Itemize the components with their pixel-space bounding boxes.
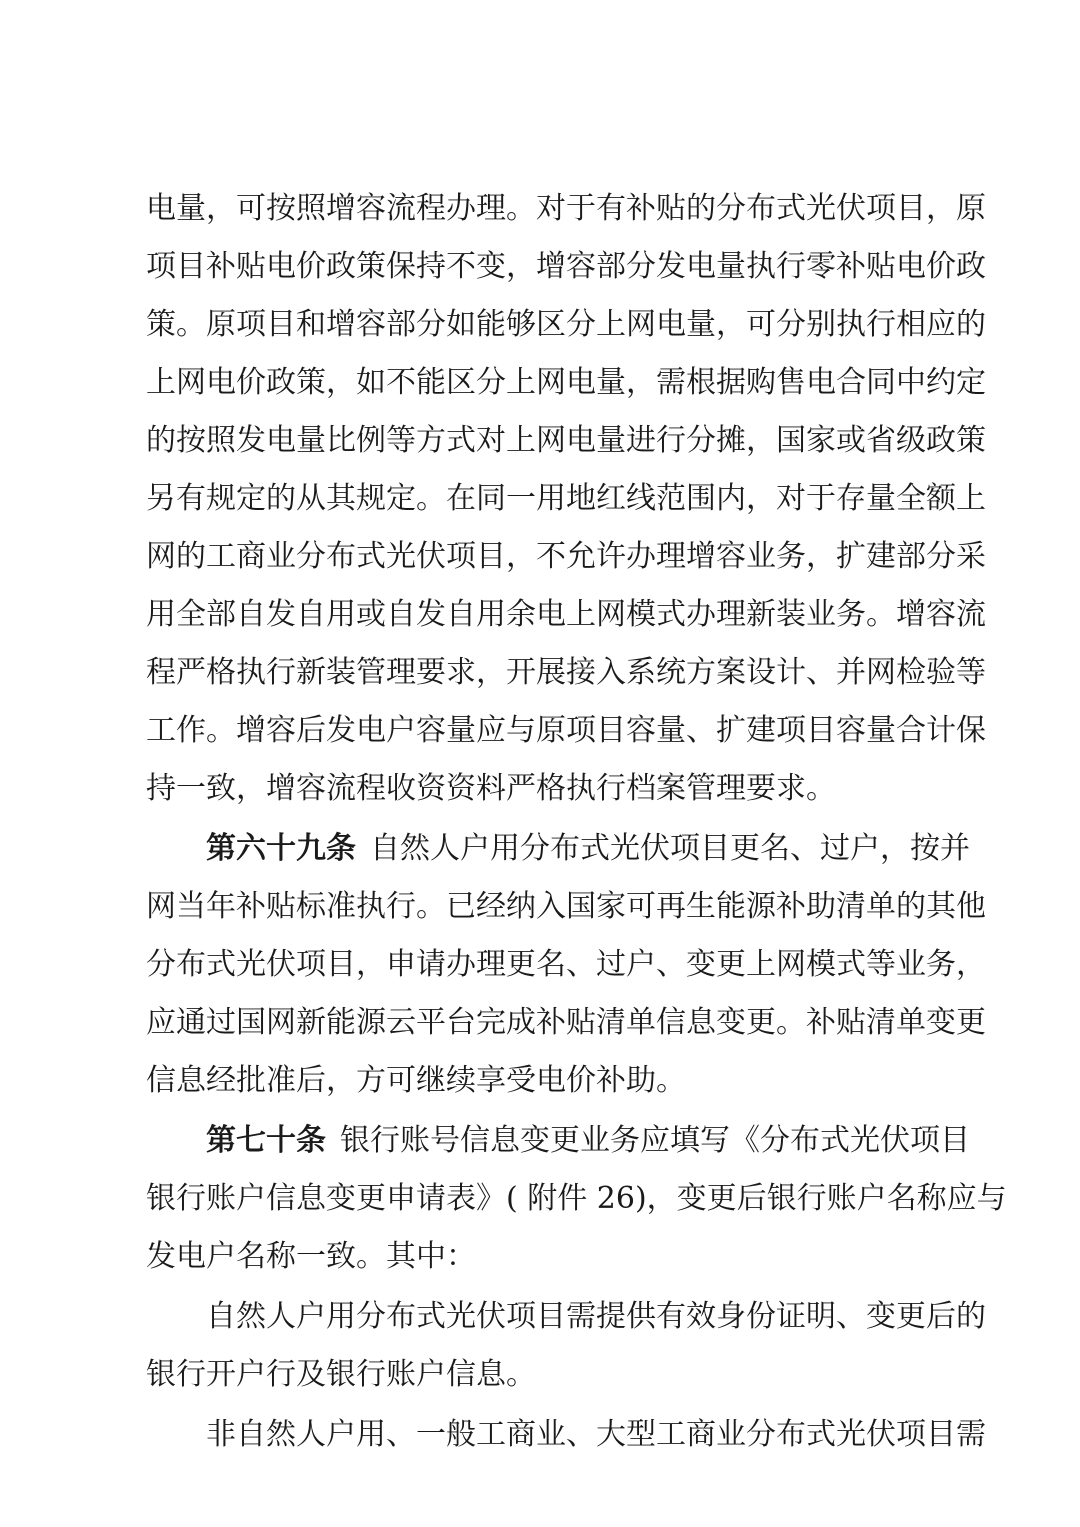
body-line-4: 上网电价政策，如不能区分上网电量，需根据购售电合同中约定 bbox=[146, 365, 986, 400]
body-line-9: 程严格执行新装管理要求，开展接入系统方案设计、并网检验等 bbox=[146, 655, 986, 690]
body-line-10: 工作。增容后发电户容量应与原项目容量、扩建项目容量合计保 bbox=[146, 713, 986, 748]
article-69-line-2: 网当年补贴标准执行。已经纳入国家可再生能源补助清单的其他 bbox=[146, 889, 986, 924]
article-69-heading: 第六十九条 bbox=[206, 831, 356, 866]
body-line-7: 网的工商业分布式光伏项目，不允许办理增容业务，扩建部分采 bbox=[146, 539, 986, 574]
body-line-3: 策。原项目和增容部分如能够区分上网电量，可分别执行相应的 bbox=[146, 307, 986, 342]
body-line-6: 另有规定的从其规定。在同一用地红线范围内，对于存量全额上 bbox=[146, 481, 986, 516]
article-70-first-line bbox=[206, 1112, 970, 1170]
article-69-first-line bbox=[206, 820, 970, 878]
article-70-line-2: 银行账户信息变更申请表》( 附件 26)，变更后银行账户名称应与 bbox=[146, 1181, 1007, 1216]
body-line-5: 的按照发电量比例等方式对上网电量进行分摊，国家或省级政策 bbox=[146, 423, 986, 458]
body-line-1: 电量，可按照增容流程办理。对于有补贴的分布式光伏项目，原 bbox=[146, 191, 986, 226]
natural-person-line-1: 自然人户用分布式光伏项目需提供有效身份证明、变更后的 bbox=[206, 1299, 986, 1334]
article-70-heading: 第七十条 bbox=[206, 1123, 326, 1158]
article-70-text: 银行账号信息变更业务应填写《分布式光伏项目 bbox=[340, 1123, 970, 1158]
article-69-line-5: 信息经批准后，方可继续享受电价补助。 bbox=[146, 1063, 686, 1098]
article-70-line-3: 发电户名称一致。其中： bbox=[146, 1239, 476, 1274]
article-69-text: 自然人户用分布式光伏项目更名、过户，按并 bbox=[370, 831, 970, 866]
body-line-11: 持一致，增容流程收资资料严格执行档案管理要求。 bbox=[146, 771, 836, 806]
article-69-line-3: 分布式光伏项目，申请办理更名、过户、变更上网模式等业务， bbox=[146, 947, 986, 982]
body-line-8: 用全部自发自用或自发自用余电上网模式办理新装业务。增容流 bbox=[146, 597, 986, 632]
non-natural-person-line-1: 非自然人户用、一般工商业、大型工商业分布式光伏项目需 bbox=[206, 1417, 986, 1452]
body-line-2: 项目补贴电价政策保持不变，增容部分发电量执行零补贴电价政 bbox=[146, 249, 986, 284]
article-69-line-4: 应通过国网新能源云平台完成补贴清单信息变更。补贴清单变更 bbox=[146, 1005, 986, 1040]
natural-person-line-2: 银行开户行及银行账户信息。 bbox=[146, 1357, 536, 1392]
